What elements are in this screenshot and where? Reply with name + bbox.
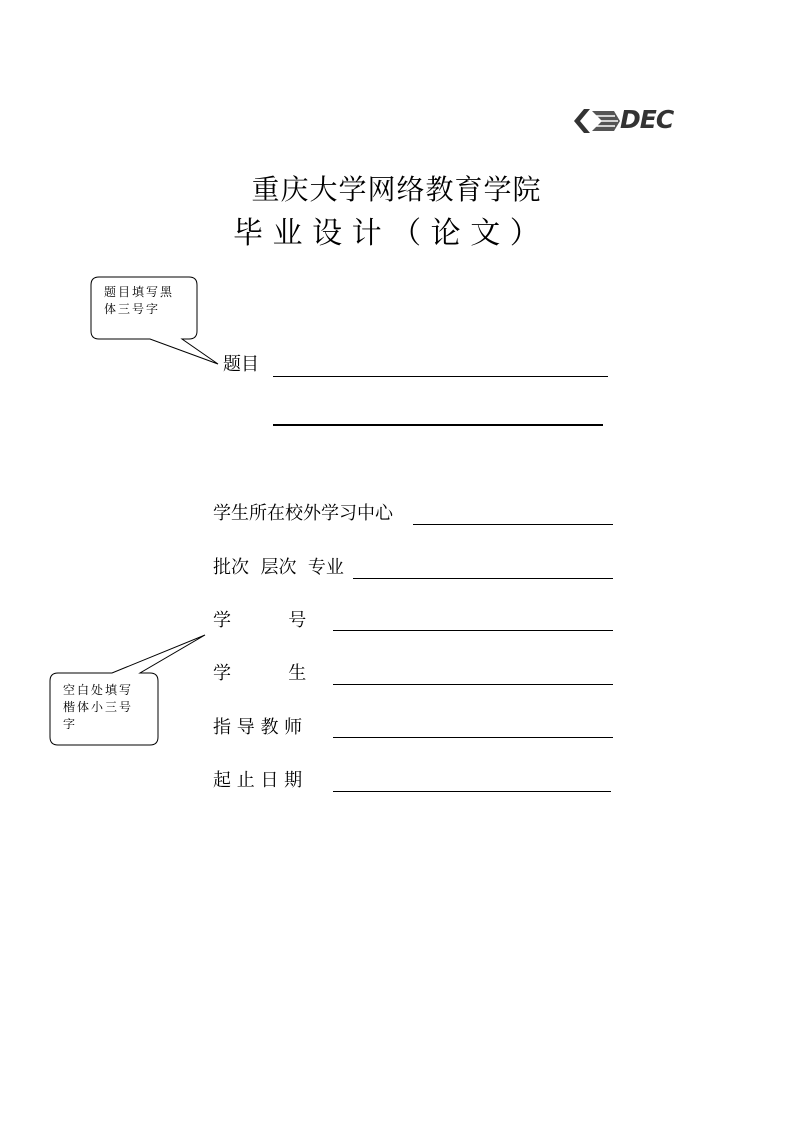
batch-level-major-label: 批次 层次 专业 bbox=[213, 557, 344, 578]
student-name-label: 学 生 bbox=[213, 663, 307, 684]
logo-text: DEC bbox=[620, 105, 674, 134]
learning-center-label: 学生所在校外学习中心 bbox=[213, 503, 393, 524]
blank-note-line-3: 字 bbox=[63, 717, 78, 731]
title-note-line-1: 题目填写黑 bbox=[104, 285, 175, 299]
blank-note-line-1: 空白处填写 bbox=[63, 683, 134, 697]
advisor-label: 指 导 教 师 bbox=[213, 717, 303, 738]
institution-title: 重庆大学网络教育学院 bbox=[251, 173, 542, 206]
start-end-date-field[interactable] bbox=[333, 791, 611, 792]
batch-level-major-field[interactable] bbox=[353, 578, 613, 579]
topic-field-line-1[interactable] bbox=[273, 376, 608, 377]
start-end-date-label: 起 止 日 期 bbox=[213, 770, 303, 791]
advisor-field[interactable] bbox=[333, 737, 613, 738]
document-type-title: 毕 业 设 计 （ 论 文 ） bbox=[233, 216, 540, 251]
title-note-line-2: 体三号字 bbox=[104, 302, 161, 316]
student-name-field[interactable] bbox=[333, 684, 613, 685]
student-id-label: 学 号 bbox=[213, 610, 307, 631]
topic-label: 题目 bbox=[223, 354, 259, 375]
topic-field-line-2[interactable] bbox=[273, 424, 603, 426]
blank-note-line-2: 楷体小三号 bbox=[63, 700, 134, 714]
student-id-field[interactable] bbox=[333, 630, 613, 631]
learning-center-field[interactable] bbox=[413, 524, 613, 525]
title-callout-note bbox=[104, 284, 174, 318]
blank-callout-note bbox=[63, 682, 133, 733]
